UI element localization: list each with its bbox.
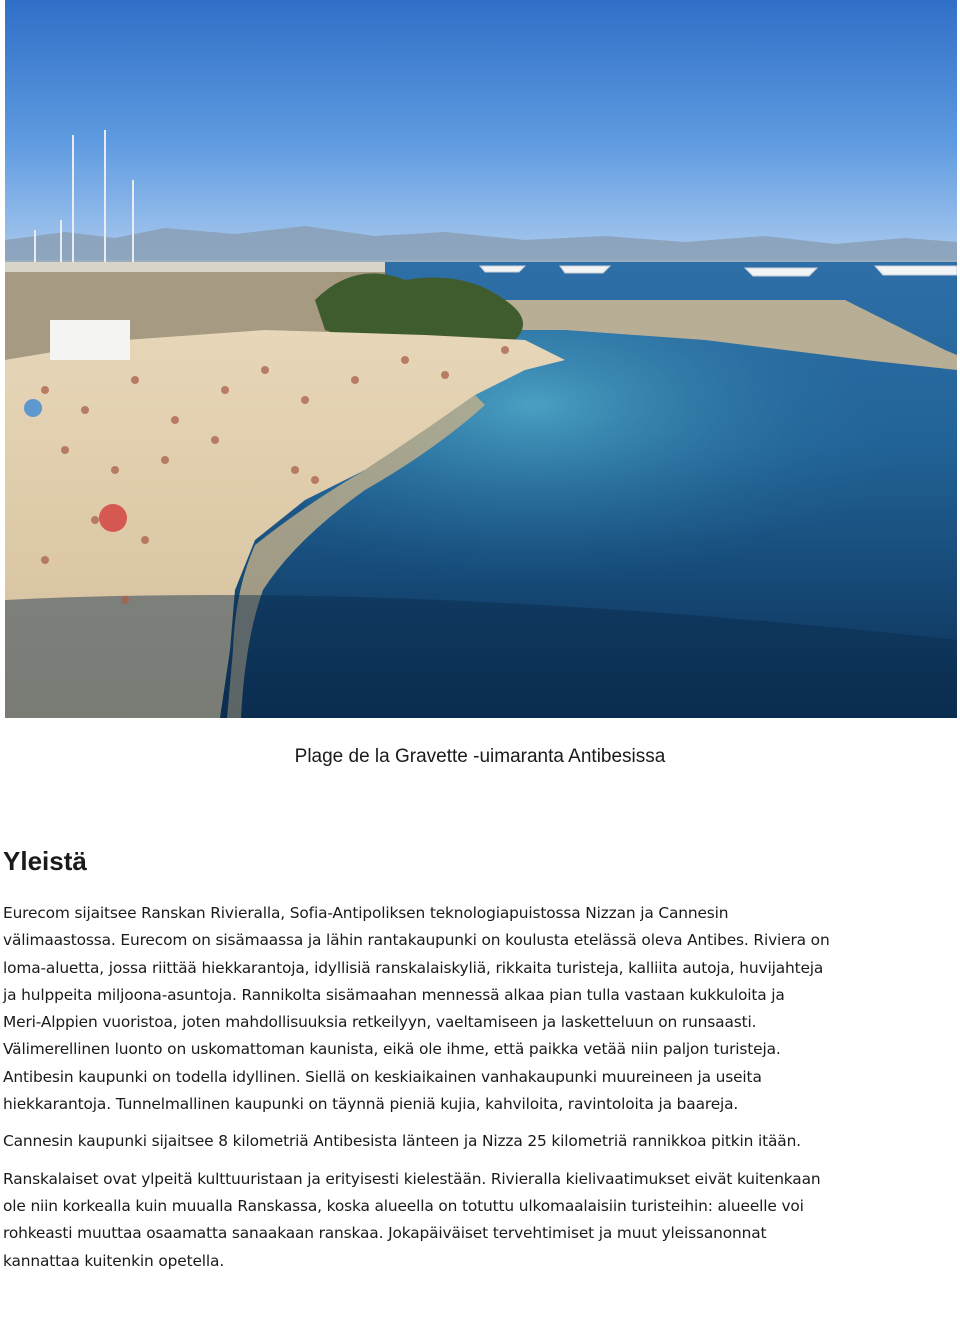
paragraph-language xyxy=(3,1166,955,1275)
section-heading: Yleistä xyxy=(3,846,87,876)
beach-photo xyxy=(5,0,957,718)
text-line: Välimerellinen luonto on uskomattoman kaunista, eikä ole ihme, että paikka vetää niin paljon turisteja. xyxy=(3,1040,781,1059)
text-line: ole niin korkealla kuin muualla Ranskassa, koska alueella on totuttu ulkomaalaisiin turisteihin: alueelle voi xyxy=(3,1196,804,1215)
text-line: Cannesin kaupunki sijaitsee 8 kilometriä Antibesista länteen ja Nizza 25 kilometriä rannikkoa pitkin itään. xyxy=(3,1132,801,1151)
figure-caption: Plage de la Gravette -uimaranta Antibesissa xyxy=(294,746,666,767)
paragraph-general xyxy=(3,900,955,1118)
text-line: Eurecom sijaitsee Ranskan Rivieralla, Sofia-Antipoliksen teknologiapuistossa Nizzan ja Cannesin xyxy=(3,904,729,922)
text-line: rohkeasti muuttaa osaamatta sanaakaan ranskaa. Jokapäiväiset tervehtimiset ja muut yleissanonnat xyxy=(3,1224,767,1243)
text-line: loma-aluetta, jossa riittää hiekkarantoja, idyllisiä ranskalaiskyliä, rikkaita turisteja, kalliita autoja, huvijahteja xyxy=(3,958,824,977)
text-line: kannattaa kuitenkin opetella. xyxy=(3,1251,225,1270)
body-text xyxy=(3,900,955,1275)
text-line: hiekkarantoja. Tunnelmallinen kaupunki on täynnä pieniä kujia, kahviloita, ravintoloita ja baareja. xyxy=(3,1095,739,1114)
text-line: Antibesin kaupunki on todella idyllinen. Siellä on keskiaikainen vanhakaupunki muureineen ja useita xyxy=(3,1067,762,1086)
text-line: Meri-Alppien vuoristoa, joten mahdollisuuksia retkeilyyn, vaeltamiseen ja lasketteluun on runsaasti. xyxy=(3,1013,757,1032)
text-line: Ranskalaiset ovat ylpeitä kulttuuristaan ja erityisesti kielestään. Rivieralla kielivaatimukset eivät kuitenkaan xyxy=(3,1169,821,1188)
text-line: välimaastossa. Eurecom on sisämaassa ja lähin rantakaupunki on koulusta etelässä oleva Antibes. Riviera on xyxy=(3,931,830,950)
text-line: ja hulppeita miljoona-asuntoja. Rannikolta sisämaahan mennessä alkaa pian tulla vastaan kukkuloita ja xyxy=(3,985,785,1004)
paragraph-distances xyxy=(3,1128,955,1155)
